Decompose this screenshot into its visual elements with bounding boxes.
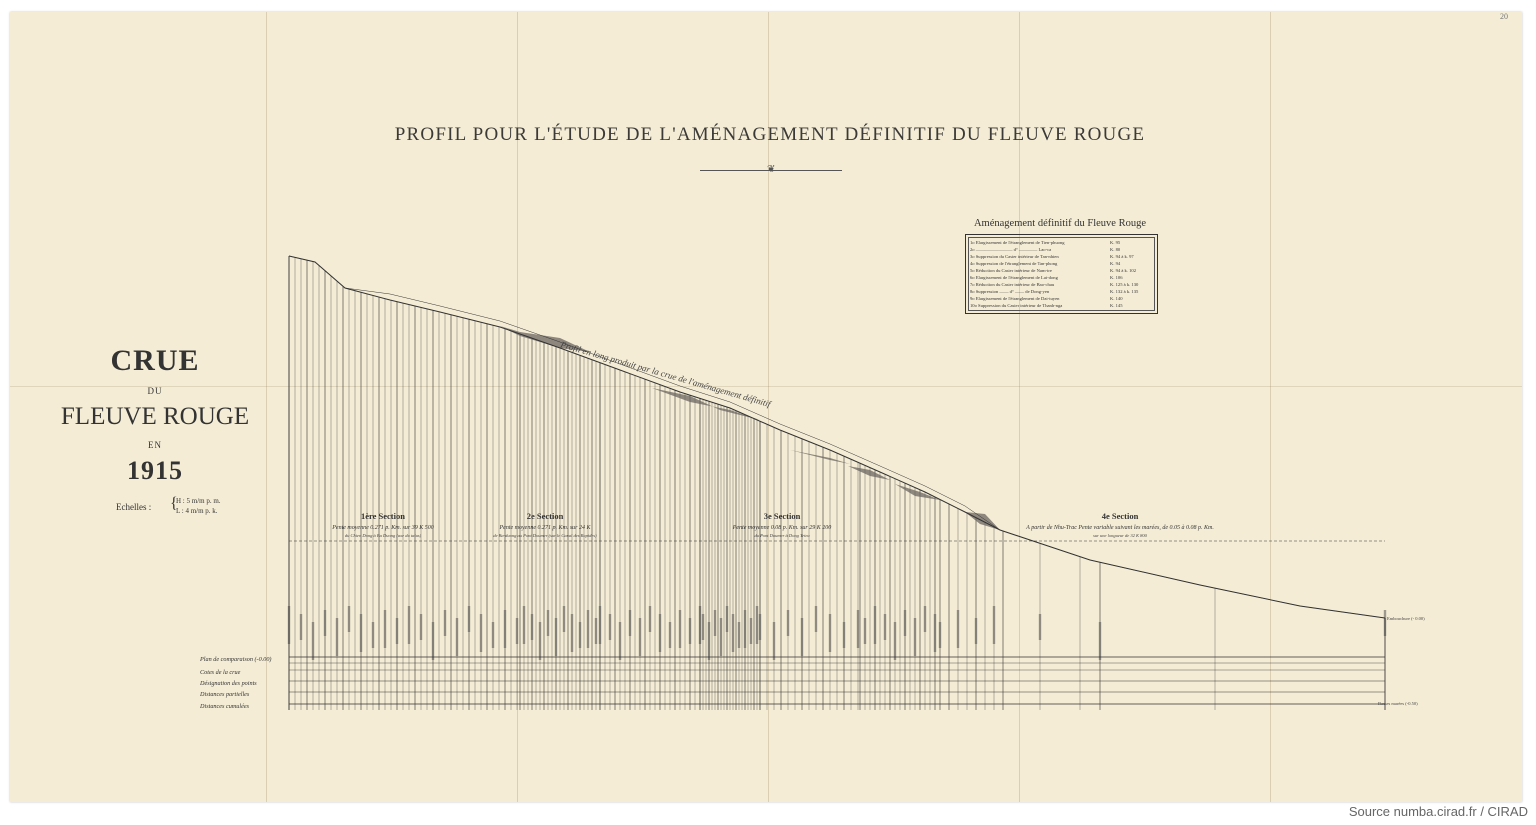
section-slope: A partir de Nhu-Trac Pente variable suivant les marées, de 0.05 à 0.08 p. Km. bbox=[1026, 525, 1214, 531]
legend-row-km: K. 140 bbox=[1110, 296, 1123, 301]
station-label-mark bbox=[547, 610, 549, 636]
scales-label: Echelles : bbox=[116, 502, 152, 512]
station-label-mark bbox=[444, 610, 446, 636]
station-label-mark bbox=[587, 610, 589, 648]
shaded-pocket bbox=[790, 450, 850, 464]
station-label-mark bbox=[750, 618, 752, 644]
station-label-mark bbox=[934, 614, 936, 652]
legend-row-text: 3o Suppression du Casier intérieur de Tan-nhien bbox=[970, 254, 1059, 259]
legend-row-km: K. 94 bbox=[1110, 261, 1121, 266]
station-label-mark bbox=[432, 622, 434, 660]
station-label-mark bbox=[726, 606, 728, 632]
section-slope: Pente moyenne 0.08 p. Km. sur 29 K 200 bbox=[732, 525, 832, 531]
station-label-mark bbox=[679, 610, 681, 648]
station-label-mark bbox=[312, 622, 314, 660]
station-label-mark bbox=[708, 622, 710, 660]
station-label-mark bbox=[300, 614, 302, 640]
table-row-label: Distances partielles bbox=[200, 691, 250, 698]
profile-text bbox=[331, 339, 1425, 706]
section-title: 4e Section bbox=[1101, 511, 1139, 521]
legend-row-km: K. 125 à k. 130 bbox=[1110, 282, 1139, 287]
side-title-fleuve: FLEUVE ROUGE bbox=[60, 403, 250, 430]
page-number: 20 bbox=[1500, 12, 1508, 21]
station-label-mark bbox=[372, 622, 374, 648]
source-credit: Source numba.cirad.fr / CIRAD bbox=[1348, 804, 1528, 819]
station-label-mark bbox=[773, 622, 775, 660]
profile-annotation: Profil en long produit par la crue de l'aménagement définitif bbox=[559, 339, 772, 410]
station-label-mark bbox=[894, 622, 896, 660]
station-label-mark bbox=[732, 614, 734, 652]
end-note-low: Basses marées (-0.50) bbox=[1378, 701, 1418, 706]
station-label-mark bbox=[609, 614, 611, 640]
scale-length: L : 4 m/m p. k. bbox=[176, 507, 218, 515]
station-label-mark bbox=[523, 606, 525, 644]
station-label-mark bbox=[874, 606, 876, 644]
station-label-mark bbox=[993, 606, 995, 644]
legend-row-km: K. 145 bbox=[1110, 303, 1123, 308]
station-label-mark bbox=[619, 622, 621, 660]
legend-row-km: K. 95 bbox=[1110, 240, 1121, 245]
station-label-mark bbox=[531, 614, 533, 640]
station-label-mark bbox=[720, 618, 722, 656]
section-range: de Ba-duong au Pont Doumer (sur le Canal des Rapides) bbox=[493, 533, 597, 538]
station-label-mark bbox=[504, 610, 506, 648]
legend-row-text: 8o Suppression —— d° —— de Dong-yen bbox=[970, 289, 1050, 294]
station-label-mark bbox=[555, 618, 557, 656]
table-row-label: Distances cumulées bbox=[200, 703, 249, 710]
shaded-pocket bbox=[895, 484, 940, 500]
station-label-mark bbox=[579, 622, 581, 648]
station-label-mark bbox=[864, 618, 866, 644]
side-title-year: 1915 bbox=[127, 456, 183, 485]
legend-row-text: 7o Réduction du Casier intérieur de Bao-chau bbox=[970, 282, 1055, 287]
station-label-mark bbox=[843, 622, 845, 648]
station-label-mark bbox=[396, 618, 398, 644]
map-title: PROFIL POUR L'ÉTUDE DE L'AMÉNAGEMENT DÉFINITIF DU FLEUVE ROUGE bbox=[394, 124, 1146, 145]
station-label-mark bbox=[857, 610, 859, 648]
legend-row-km: K. 94 à k. 97 bbox=[1110, 254, 1134, 259]
station-label-mark bbox=[829, 614, 831, 652]
section-range: sur une longueur de 32 K 800 bbox=[1093, 533, 1147, 538]
station-label-mark bbox=[884, 614, 886, 640]
station-label-mark bbox=[1039, 614, 1041, 640]
station-label-mark bbox=[539, 622, 541, 660]
station-label-mark bbox=[599, 606, 601, 644]
section-slope: Pente moyenne 0.271 p. Km. sur 24 K bbox=[499, 525, 591, 531]
scale-brace: { bbox=[170, 495, 178, 512]
section-title: 2e Section bbox=[526, 511, 564, 521]
end-note-top: Embouchure (- 0.00) bbox=[1387, 616, 1425, 621]
station-label-mark bbox=[904, 610, 906, 636]
station-label-mark bbox=[408, 606, 410, 644]
scale-horizontal: H : 5 m/m p. m. bbox=[176, 497, 221, 505]
station-label-mark bbox=[516, 618, 518, 644]
profile-table bbox=[199, 656, 1385, 710]
station-label-mark bbox=[336, 618, 338, 656]
legend-row-km: K. 94 à k. 102 bbox=[1110, 268, 1137, 273]
station-label-mark bbox=[360, 614, 362, 652]
legend-row-km: K. 106 bbox=[1110, 275, 1123, 280]
station-label-mark bbox=[756, 606, 758, 644]
station-label-mark bbox=[939, 622, 941, 648]
legend-row-text: 2o ———————— d° ———— Lao-ca bbox=[970, 247, 1052, 252]
station-label-mark bbox=[480, 614, 482, 652]
station-label-mark bbox=[957, 610, 959, 648]
station-label-mark bbox=[924, 606, 926, 632]
station-label-mark bbox=[714, 610, 716, 636]
table-row-label: Cotes de la crue bbox=[200, 669, 241, 676]
legend-row-text: 4o Suppression de l'étranglement de Tan-phong bbox=[970, 261, 1058, 266]
station-label-mark bbox=[738, 622, 740, 648]
station-label-mark bbox=[975, 618, 977, 644]
station-label-mark bbox=[324, 610, 326, 636]
side-title-en: EN bbox=[148, 440, 162, 450]
station-label-mark bbox=[702, 614, 704, 640]
station-label-mark bbox=[492, 622, 494, 648]
section-slope: Pente moyenne 0.271 p. Km. sur 39 K 500 bbox=[332, 525, 434, 531]
legend-row-text: 1o Elargissement de l'étranglement de Tien-phuong bbox=[970, 240, 1065, 245]
section-title: 3e Section bbox=[763, 511, 801, 521]
station-label-mark bbox=[759, 614, 761, 640]
station-label-mark bbox=[571, 614, 573, 652]
station-label-mark bbox=[669, 622, 671, 648]
side-title-du: DU bbox=[147, 386, 163, 396]
station-label-mark bbox=[563, 606, 565, 632]
section-range: du Chien Dong à Ba Duong (axe du talus) bbox=[344, 533, 422, 538]
section-range: du Pont Doumer à Dong Trieu bbox=[754, 533, 810, 538]
station-label-mark bbox=[744, 610, 746, 648]
station-label-mark bbox=[1099, 622, 1101, 660]
shaded-pocket bbox=[848, 466, 890, 480]
station-label-mark bbox=[914, 618, 916, 656]
station-label-mark bbox=[659, 614, 661, 652]
station-label-mark bbox=[420, 614, 422, 640]
table-row-label: Plan de comparaison (-0.00) bbox=[200, 656, 272, 663]
section-title: 1ère Section bbox=[361, 511, 405, 521]
station-label-mark bbox=[689, 618, 691, 644]
station-label-mark bbox=[639, 618, 641, 656]
table-row-label: Désignation des points bbox=[200, 680, 257, 687]
station-label-mark bbox=[348, 606, 350, 632]
legend-row-text: 9o Elargissement de l'étranglement de Dai-tuyen bbox=[970, 296, 1060, 301]
title-ornament-icon: ❦ bbox=[767, 164, 776, 175]
station-label-mark bbox=[801, 618, 803, 656]
station-verticals bbox=[288, 256, 1386, 710]
side-title-crue: CRUE bbox=[110, 344, 200, 377]
legend-row-km: K. 80 bbox=[1110, 247, 1121, 252]
legend-title: Aménagement définitif du Fleuve Rouge bbox=[973, 218, 1147, 229]
station-label-mark bbox=[595, 618, 597, 644]
legend-row-text: 5o Réduction du Casier intérieur de Nam-tre bbox=[970, 268, 1052, 273]
station-label-mark bbox=[815, 606, 817, 632]
station-label-mark bbox=[384, 610, 386, 648]
legend-row-text: 10o Suppression du Casier intérieur de Thanh-nga bbox=[970, 303, 1063, 308]
station-label-mark bbox=[629, 610, 631, 636]
station-label-mark bbox=[787, 610, 789, 636]
legend-row-km: K. 132 à k. 135 bbox=[1110, 289, 1139, 294]
legend-row-text: 6o Elargissement de l'étranglement de Lai-dong bbox=[970, 275, 1058, 280]
station-label-mark bbox=[649, 606, 651, 632]
station-label-mark bbox=[456, 618, 458, 656]
station-label-mark bbox=[468, 606, 470, 632]
